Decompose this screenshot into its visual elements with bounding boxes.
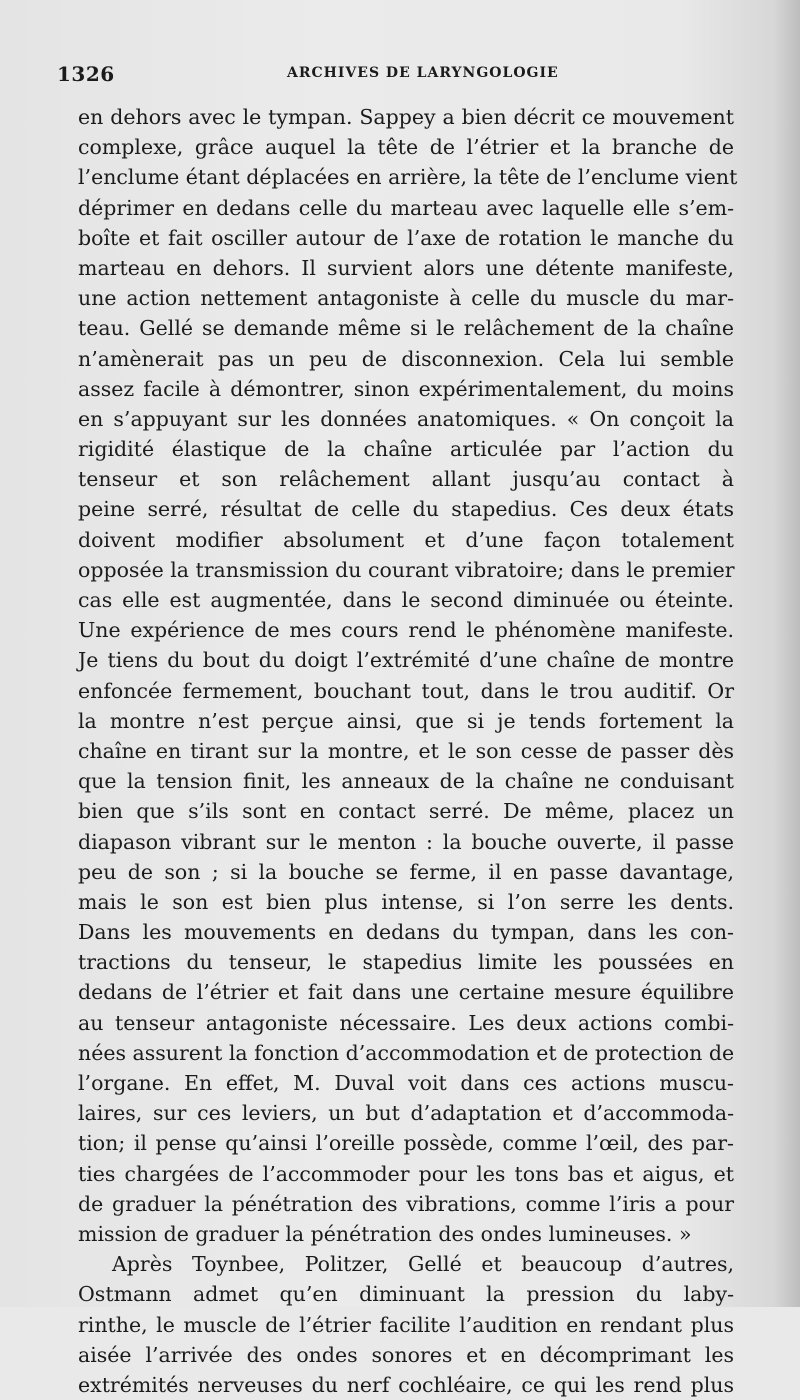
text-line: complexe, grâce auquel la tête de l’étrier et la branche de [78,135,734,160]
text-line: rigidité élastique de la chaîne articulée par l’action du [78,437,734,462]
text-line: n’amènerait pas un peu de disconnexion. Cela lui semble [78,346,734,371]
text-line: extrémités nerveuses du nerf cochléaire, ce qui les rend plus [78,1372,734,1397]
text-line: mission de graduer la pénétration des ondes lumineuses. » [78,1221,692,1246]
text-line: l’enclume étant déplacées en arrière, la tête de l’enclume vient [78,165,738,190]
text-line: cas elle est augmentée, dans le second diminuée ou éteinte. [78,588,734,612]
text-line: ties chargées de l’accommoder pour les tons bas et aigus, et [78,1161,734,1186]
text-line: marteau en dehors. Il survient alors une détente manifeste, [78,255,734,280]
page-header [57,62,733,86]
text-line: opposée la transmission du courant vibratoire; dans le premier [78,557,735,582]
text-line: en dehors avec le tympan. Sappey a bien décrit ce mouvement [78,105,734,129]
text-line: tractions du tenseur, le stapedius limite les poussées en [78,950,734,975]
text-line: tenseur et son relâchement allant jusqu’au contact à [78,467,734,492]
text-line: boîte et fait osciller autour de l’axe de rotation le manche du [78,225,734,250]
text-line: nées assurent la fonction d’accommodation et de protection de [78,1040,735,1065]
spine-shadow [774,0,800,1307]
running-title: ARCHIVES DE LARYNGOLOGIE [287,65,559,81]
text-line: rinthe, le muscle de l’étrier facilite l’audition en rendant plus [78,1312,734,1337]
text-line: laires, sur ces leviers, un but d’adaptation et d’accommoda- [78,1101,734,1126]
text-line: Ostmann admet qu’en diminuant la pression du laby- [78,1282,734,1307]
text-line: la montre n’est perçue ainsi, que si je tends fortement la [78,708,734,733]
text-line: doivent modifier absolument et d’une façon totalement [78,527,734,552]
text-line: tion; il pense qu’ainsi l’oreille possède, comme l’œil, des par- [78,1131,734,1156]
text-line: au tenseur antagoniste nécessaire. Les deux actions combi- [78,1010,734,1035]
text-line: Je tiens du bout du doigt l’extrémité d’une chaîne de montre [78,648,734,673]
text-line: Après Toynbee, Politzer, Gellé et beaucoup d’autres, [112,1252,734,1277]
text-line: bien que s’ils sont en contact serré. De même, placez un [78,799,734,824]
page-number: 1326 [57,62,115,86]
text-line: Dans les mouvements en dedans du tympan, dans les con- [78,920,734,945]
text-line: teau. Gellé se demande même si le relâchement de la chaîne [78,316,734,341]
text-line: diapason vibrant sur le menton : la bouche ouverte, il passe [78,829,734,854]
text-line: chaîne en tirant sur la montre, et le son cesse de passer dès [78,738,734,763]
text-line: peine serré, résultat de celle du stapedius. Ces deux états [78,497,734,522]
text-line: aisée l’arrivée des ondes sonores et en décomprimant les [78,1342,734,1367]
text-line: dedans de l’étrier et fait dans une certaine mesure équilibre [78,980,734,1005]
text-line: mais le son est bien plus intense, si l’on serre les dents. [78,889,734,914]
text-line: peu de son ; si la bouche se ferme, il en passe davantage, [78,859,734,884]
text-line: Une expérience de mes cours rend le phénomène manifeste. [78,618,734,643]
text-line: l’organe. En effet, M. Duval voit dans ces actions muscu- [78,1071,734,1095]
text-line: assez facile à démontrer, sinon expérimentalement, du moins [78,376,734,401]
text-line: que la tension finit, les anneaux de la chaîne ne conduisant [78,769,734,794]
text-line: de graduer la pénétration des vibrations, comme l’iris a pour [78,1191,734,1216]
text-line: enfoncée fermement, bouchant tout, dans le trou auditif. Or [78,678,734,703]
text-line: une action nettement antagoniste à celle du muscle du mar- [78,286,734,311]
body-text [78,102,738,1400]
text-line: déprimer en dedans celle du marteau avec laquelle elle s’em- [78,195,734,220]
text-line: en s’appuyant sur les données anatomiques. « On conçoit la [78,406,734,431]
